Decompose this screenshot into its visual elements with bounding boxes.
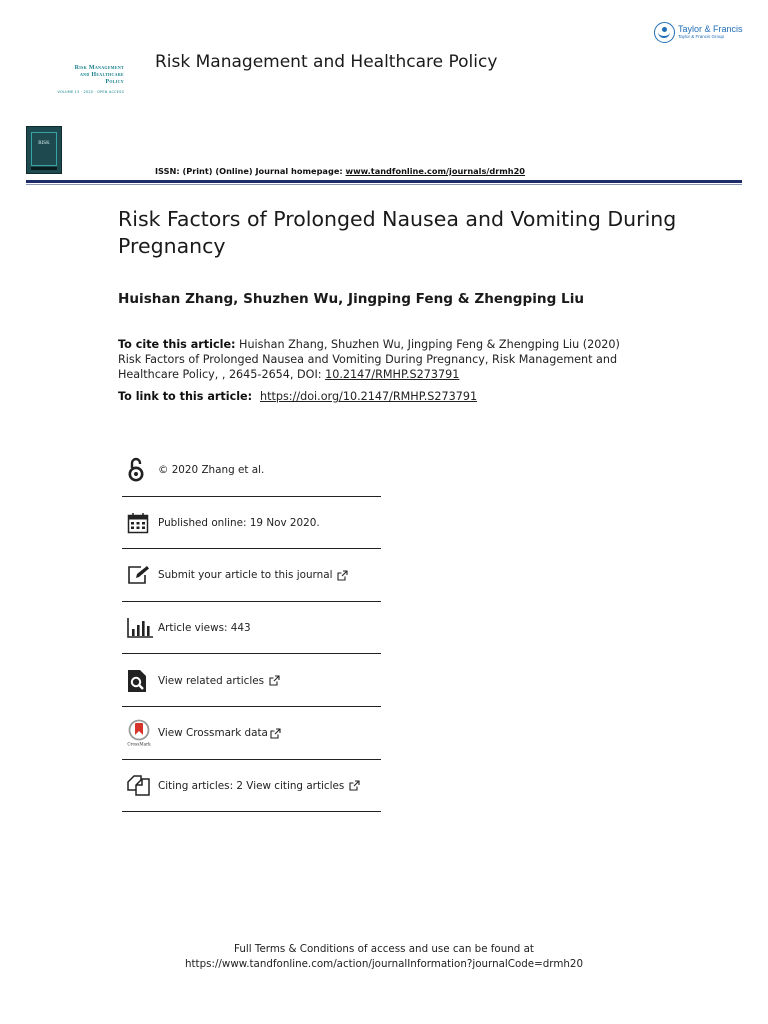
crossmark-icon bbox=[122, 719, 158, 747]
terms-url[interactable]: https://www.tandfonline.com/action/journalInformation?journalCode=drmh20 bbox=[184, 958, 584, 970]
search-document-icon bbox=[122, 669, 158, 693]
views-row bbox=[122, 602, 381, 655]
copyright-text: © 2020 Zhang et al. bbox=[158, 464, 265, 477]
journal-logo bbox=[50, 65, 124, 94]
crossmark-link[interactable]: View Crossmark data bbox=[158, 727, 268, 740]
issn-text: ISSN: (Print) (Online) Journal homepage: bbox=[155, 166, 346, 176]
citation-label: To cite this article: bbox=[118, 338, 236, 351]
journal-logo-volume: VOLUME 13 · 2020 · OPEN ACCESS bbox=[57, 90, 124, 94]
journal-cover-image[interactable] bbox=[26, 126, 62, 174]
publisher-group: Taylor & Francis Group bbox=[678, 34, 725, 40]
header-rule bbox=[26, 180, 742, 183]
doi-link[interactable]: 10.2147/RMHP.S273791 bbox=[325, 368, 460, 381]
open-access-icon bbox=[122, 457, 158, 483]
article-link-label: To link to this article: bbox=[118, 390, 256, 403]
publisher-logo-icon bbox=[654, 22, 675, 43]
edit-icon bbox=[122, 565, 158, 585]
crossmark-icon-label: CrossMark bbox=[127, 741, 151, 747]
cover-stripe bbox=[31, 167, 57, 170]
citing-articles-link[interactable]: Citing articles: 2 View citing articles bbox=[158, 779, 345, 792]
header-rule-thin bbox=[26, 184, 742, 185]
issn-line bbox=[155, 166, 525, 176]
journal-logo-line: Risk Management bbox=[74, 65, 124, 71]
article-views: Article views: 443 bbox=[158, 622, 251, 635]
terms-footer bbox=[0, 942, 768, 972]
journal-logo-line: and Healthcare bbox=[79, 72, 124, 78]
citation-text: Huishan Zhang, Shuzhen Wu, Jingping Feng & Zhengping Liu (2020) Risk Factors of Prolonged Nausea and Vomiting During Pregnancy, Risk Management and Healthcare Policy, , 2645-2654, DOI: bbox=[118, 338, 620, 381]
submit-article-link[interactable]: Submit your article to this journal bbox=[158, 569, 333, 582]
related-articles-link[interactable]: View related articles bbox=[158, 674, 265, 687]
crossmark-row[interactable] bbox=[122, 707, 381, 760]
article-link-line bbox=[118, 390, 477, 403]
article-authors: Huishan Zhang, Shuzhen Wu, Jingping Feng & Zhengping Liu bbox=[118, 291, 585, 307]
journal-homepage-link[interactable]: www.tandfonline.com/journals/drmh20 bbox=[345, 166, 526, 176]
publisher-logo[interactable] bbox=[654, 22, 743, 43]
related-row[interactable] bbox=[122, 654, 381, 707]
external-link-icon bbox=[270, 728, 281, 739]
journal-logo-line: Policy bbox=[105, 79, 124, 85]
cover-frame bbox=[31, 132, 57, 166]
calendar-icon bbox=[122, 512, 158, 534]
citation bbox=[118, 337, 638, 382]
citing-articles-icon bbox=[122, 775, 158, 797]
external-link-icon bbox=[337, 570, 348, 581]
article-info-list bbox=[122, 444, 381, 812]
published-row bbox=[122, 497, 381, 550]
article-title: Risk Factors of Prolonged Nausea and Vomiting During Pregnancy bbox=[118, 207, 677, 258]
publisher-name: Taylor & Francis bbox=[678, 24, 743, 35]
journal-title: Risk Management and Healthcare Policy bbox=[155, 52, 498, 72]
citing-row[interactable] bbox=[122, 760, 381, 813]
external-link-icon bbox=[349, 780, 360, 791]
terms-text: Full Terms & Conditions of access and use can be found at bbox=[234, 943, 534, 955]
external-link-icon bbox=[269, 675, 280, 686]
submit-row[interactable] bbox=[122, 549, 381, 602]
bar-chart-icon bbox=[122, 618, 158, 638]
cover-title: RISK bbox=[38, 141, 50, 146]
published-date: Published online: 19 Nov 2020. bbox=[158, 516, 320, 529]
article-doi-url[interactable]: https://doi.org/10.2147/RMHP.S273791 bbox=[260, 390, 478, 403]
copyright-row bbox=[122, 444, 381, 497]
